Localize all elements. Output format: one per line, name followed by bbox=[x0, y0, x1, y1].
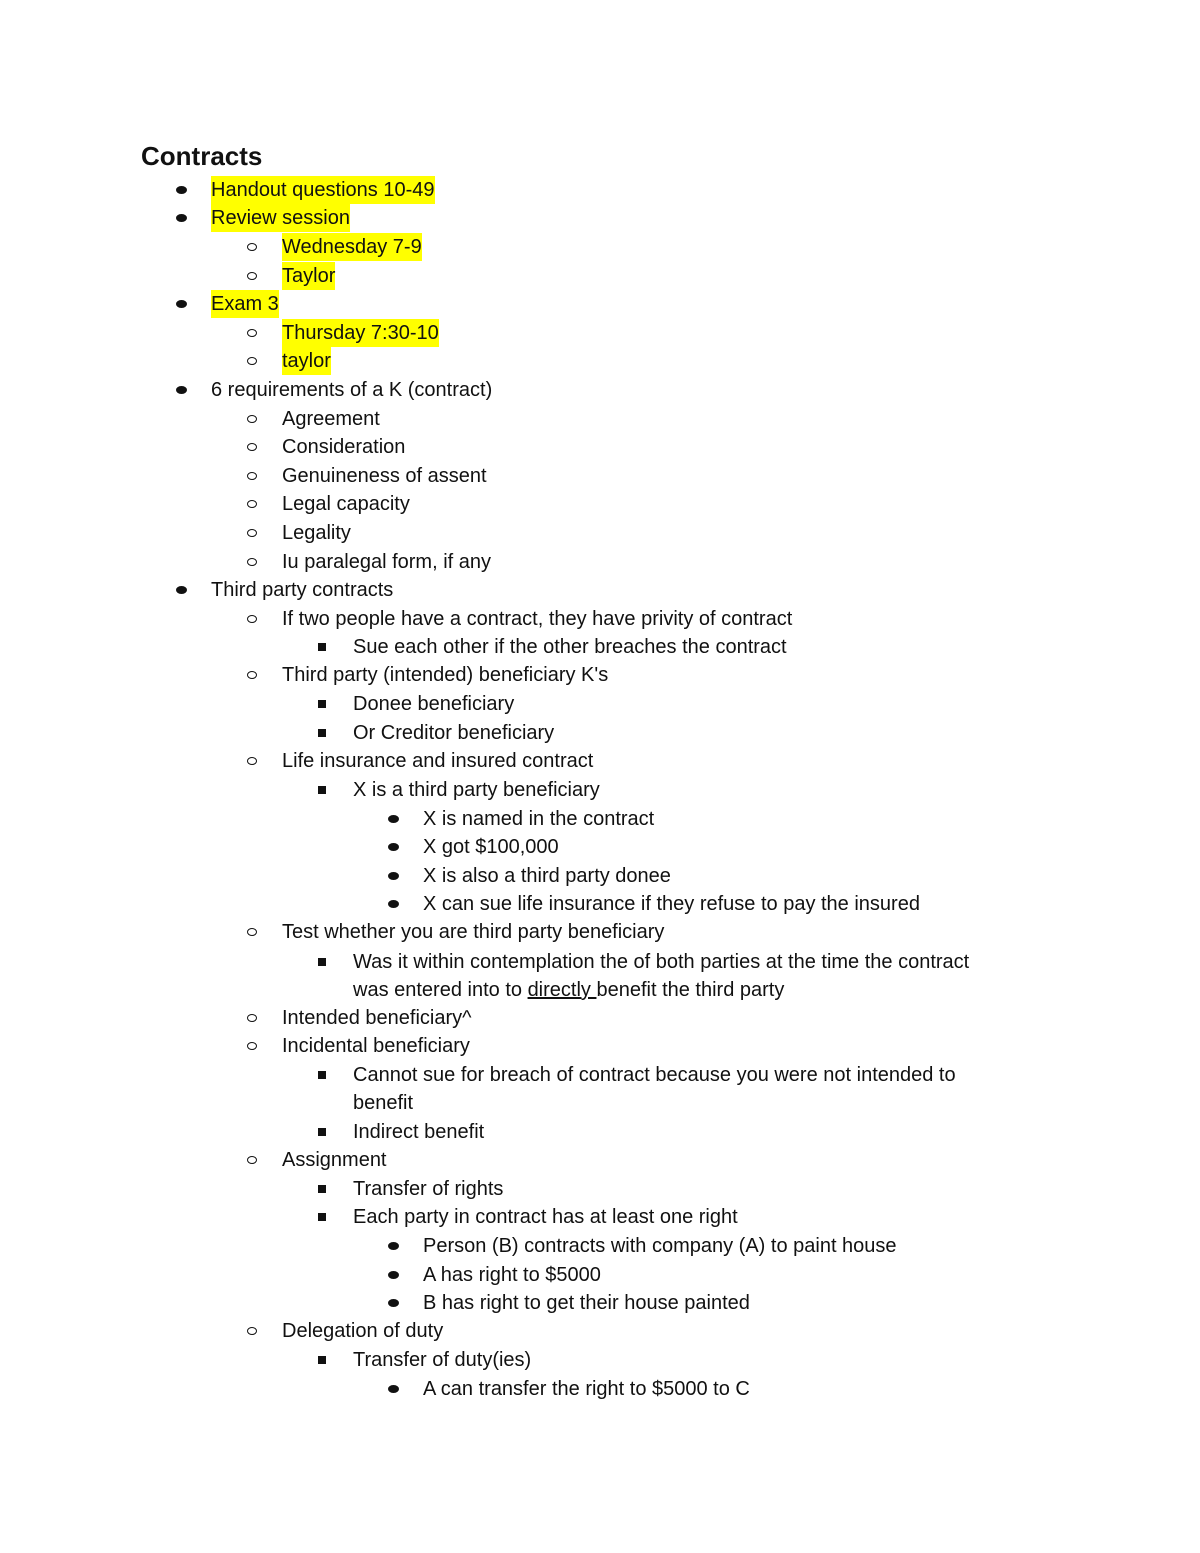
list-item-text: Intended beneficiary^ bbox=[282, 1007, 472, 1029]
bullet-disc-icon bbox=[388, 1375, 424, 1403]
list-item-text: Incidental beneficiary bbox=[282, 1035, 470, 1057]
bullet-square-icon bbox=[318, 633, 354, 661]
bullet-square-icon bbox=[318, 1203, 354, 1231]
bullet-circle-icon bbox=[247, 490, 283, 518]
bullet-circle-icon bbox=[247, 1146, 283, 1174]
text-segment: was entered into to bbox=[353, 979, 528, 1001]
bullet-square-icon bbox=[318, 1346, 354, 1374]
list-item-text: X is a third party beneficiary bbox=[353, 779, 600, 801]
bullet-square-icon bbox=[318, 776, 354, 804]
bullet-disc-icon bbox=[176, 576, 212, 604]
bullet-circle-icon bbox=[247, 605, 283, 633]
list-item-text bbox=[353, 976, 784, 1004]
bullet-circle-icon bbox=[247, 548, 283, 576]
bullet-square-icon bbox=[318, 719, 354, 747]
list-item-text: 6 requirements of a K (contract) bbox=[211, 379, 493, 401]
bullet-circle-icon bbox=[247, 1032, 283, 1060]
bullet-disc-icon bbox=[176, 176, 212, 204]
bullet-square-icon bbox=[318, 1175, 354, 1203]
bullet-square-icon bbox=[318, 1118, 354, 1146]
list-item-text: Genuineness of assent bbox=[282, 465, 487, 487]
list-item-text: X got $100,000 bbox=[423, 836, 559, 858]
list-item-text: Transfer of duty(ies) bbox=[353, 1349, 532, 1371]
list-item-text: B has right to get their house painted bbox=[423, 1292, 750, 1314]
bullet-disc-icon bbox=[176, 376, 212, 404]
bullet-square-icon bbox=[318, 1061, 354, 1089]
bullet-disc-icon bbox=[388, 833, 424, 861]
bullet-square-icon bbox=[318, 948, 354, 976]
list-item-text: Delegation of duty bbox=[282, 1320, 444, 1342]
list-item-text: If two people have a contract, they have privity of contract bbox=[282, 608, 793, 630]
list-item-text: benefit bbox=[353, 1092, 414, 1114]
bullet-circle-icon bbox=[247, 747, 283, 775]
list-item-text: Third party (intended) beneficiary K's bbox=[282, 664, 609, 686]
list-item-text: Consideration bbox=[282, 436, 406, 458]
underlined-text: directly bbox=[527, 979, 597, 1001]
list-item-text: Indirect benefit bbox=[353, 1121, 485, 1143]
bullet-circle-icon bbox=[247, 262, 283, 290]
list-item-text: Was it within contemplation the of both parties at the time the contract bbox=[353, 951, 970, 973]
bullet-disc-icon bbox=[388, 1289, 424, 1317]
list-item-text: Handout questions 10-49 bbox=[211, 176, 435, 204]
list-item-text: Sue each other if the other breaches the contract bbox=[353, 636, 787, 658]
list-item-text: Each party in contract has at least one right bbox=[353, 1206, 738, 1228]
list-item-text: Donee beneficiary bbox=[353, 693, 515, 715]
list-item-text: X is also a third party donee bbox=[423, 865, 671, 887]
list-item-text: Thursday 7:30-10 bbox=[282, 319, 439, 347]
list-item-text: X can sue life insurance if they refuse to pay the insured bbox=[423, 893, 920, 915]
bullet-circle-icon bbox=[247, 519, 283, 547]
list-item-text: Assignment bbox=[282, 1149, 387, 1171]
list-item-text: Review session bbox=[211, 204, 350, 232]
bullet-disc-icon bbox=[176, 290, 212, 318]
list-item-text: Cannot sue for breach of contract because you were not intended to bbox=[353, 1064, 956, 1086]
list-item-text: A has right to $5000 bbox=[423, 1264, 601, 1286]
bullet-circle-icon bbox=[247, 918, 283, 946]
bullet-circle-icon bbox=[247, 1317, 283, 1345]
bullet-disc-icon bbox=[388, 1261, 424, 1289]
list-item-text: Person (B) contracts with company (A) to paint house bbox=[423, 1235, 897, 1257]
bullet-circle-icon bbox=[247, 233, 283, 261]
list-item-text: Legal capacity bbox=[282, 493, 410, 515]
list-item-text: Legality bbox=[282, 522, 351, 544]
text-segment: benefit the third party bbox=[596, 979, 785, 1001]
bullet-circle-icon bbox=[247, 433, 283, 461]
list-item-text: taylor bbox=[282, 347, 331, 375]
bullet-disc-icon bbox=[388, 1232, 424, 1260]
list-item-text: Exam 3 bbox=[211, 290, 279, 318]
list-item-text: A can transfer the right to $5000 to C bbox=[423, 1378, 750, 1400]
bullet-disc-icon bbox=[388, 890, 424, 918]
bullet-circle-icon bbox=[247, 1004, 283, 1032]
bullet-circle-icon bbox=[247, 347, 283, 375]
list-item-text: Wednesday 7-9 bbox=[282, 233, 422, 261]
bullet-circle-icon bbox=[247, 462, 283, 490]
list-item-text: Life insurance and insured contract bbox=[282, 750, 594, 772]
list-item-text: Taylor bbox=[282, 262, 335, 290]
list-item-text: Iu paralegal form, if any bbox=[282, 551, 491, 573]
page-title: Contracts bbox=[141, 141, 263, 171]
bullet-square-icon bbox=[318, 690, 354, 718]
list-item-text: Agreement bbox=[282, 408, 380, 430]
bullet-circle-icon bbox=[247, 319, 283, 347]
bullet-disc-icon bbox=[388, 805, 424, 833]
list-item-text: X is named in the contract bbox=[423, 808, 655, 830]
list-item-text: Transfer of rights bbox=[353, 1178, 504, 1200]
bullet-circle-icon bbox=[247, 661, 283, 689]
bullet-circle-icon bbox=[247, 405, 283, 433]
bullet-disc-icon bbox=[388, 862, 424, 890]
list-item-text: Third party contracts bbox=[211, 579, 394, 601]
list-item-text: Test whether you are third party beneficiary bbox=[282, 921, 665, 943]
bullet-disc-icon bbox=[176, 204, 212, 232]
list-item-text: Or Creditor beneficiary bbox=[353, 722, 555, 744]
